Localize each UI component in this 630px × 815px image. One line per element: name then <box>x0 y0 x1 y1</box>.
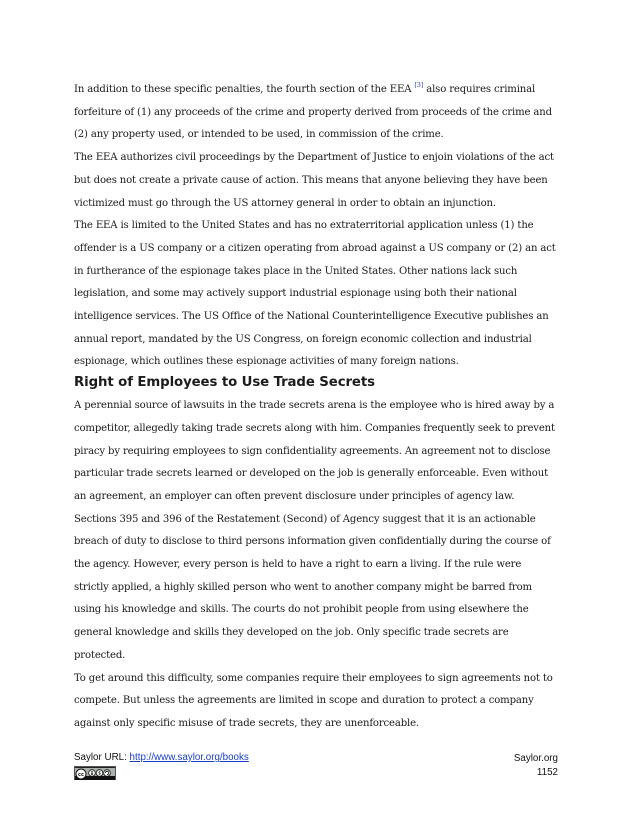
saylor-books-link[interactable]: http://www.saylor.org/books <box>129 752 249 763</box>
paragraph-employees: A perennial source of lawsuits in the trade secrets arena is the employee who is hired away by a competitor, allegedly taking trade secrets along with him. Companies frequently seek to prevent piracy by requiring employees to sign confidentiality agreements. An agreement not to disclose particular trade secrets learned or developed on the job is generally enforceable. Even without an agreement, an employer can often prevent disclosure under principles of agency law. Sections 395 and 396 of the Restatement (Second) of Agency suggest that it is an actionable breach of duty to disclose to third persons information given confidentially during the course of the agency. However, every person is held to have a right to earn a living. If the rule were strictly applied, a highly skilled person who went to another company might be barred from using his knowledge and skills. The courts do not prohibit people from using elsewhere the general knowledge and skills they developed on the job. Only specific trade secrets are protected. <box>74 400 555 661</box>
paragraph-noncompete: To get around this difficulty, some companies require their employees to sign agreements not to compete. But unless the agreements are limited in scope and duration to protect a company against only specific misuse of trade secrets, they are unenforceable. <box>74 672 553 729</box>
footer-url: Saylor URL: http://www.saylor.org/books <box>74 752 249 763</box>
section-heading: Right of Employees to Use Trade Secrets <box>74 375 375 391</box>
paragraph-extraterritorial: The EEA is limited to the United States and has no extraterritorial application unless (1) the offender is a US company or a citizen operating from abroad against a US company or (2) an act in furtherance of the espionage takes place in the United States. Other nations lack such legislation, and some may actively support industrial espionage using both their national intelligence services. The US Office of the National Counterintelligence Executive publishes an annual report, mandated by the US Congress, on foreign economic collection and industrial espionage, which outlines these espionage activities of many foreign nations. <box>74 220 556 368</box>
paragraph-forfeiture: In addition to these specific penalties, the fourth section of the EEA [3] also requires criminal forfeiture of (1) any proceeds of the crime and property derived from proceeds of the crime and (2) any property used, or intended to be used, in commission of the crime. <box>74 81 552 141</box>
creative-commons-license-icon <box>74 766 116 780</box>
page-number: 1152 <box>536 766 558 778</box>
paragraph-civil-proceedings: The EEA authorizes civil proceedings by the Department of Justice to enjoin violations of the act but does not create a private cause of action. This means that anyone believing they have been victimized must go through the US attorney general in order to obtain an injunction. <box>74 152 554 209</box>
footnote-reference[interactable]: [3] <box>414 81 424 89</box>
footer-right <box>486 752 558 779</box>
svg-text:$: $ <box>98 770 101 776</box>
body-text <box>74 79 558 736</box>
cc-by-nc-sa-icon <box>75 768 115 780</box>
svg-text:cc: cc <box>78 771 84 778</box>
site-name: Saylor.org <box>513 753 558 764</box>
